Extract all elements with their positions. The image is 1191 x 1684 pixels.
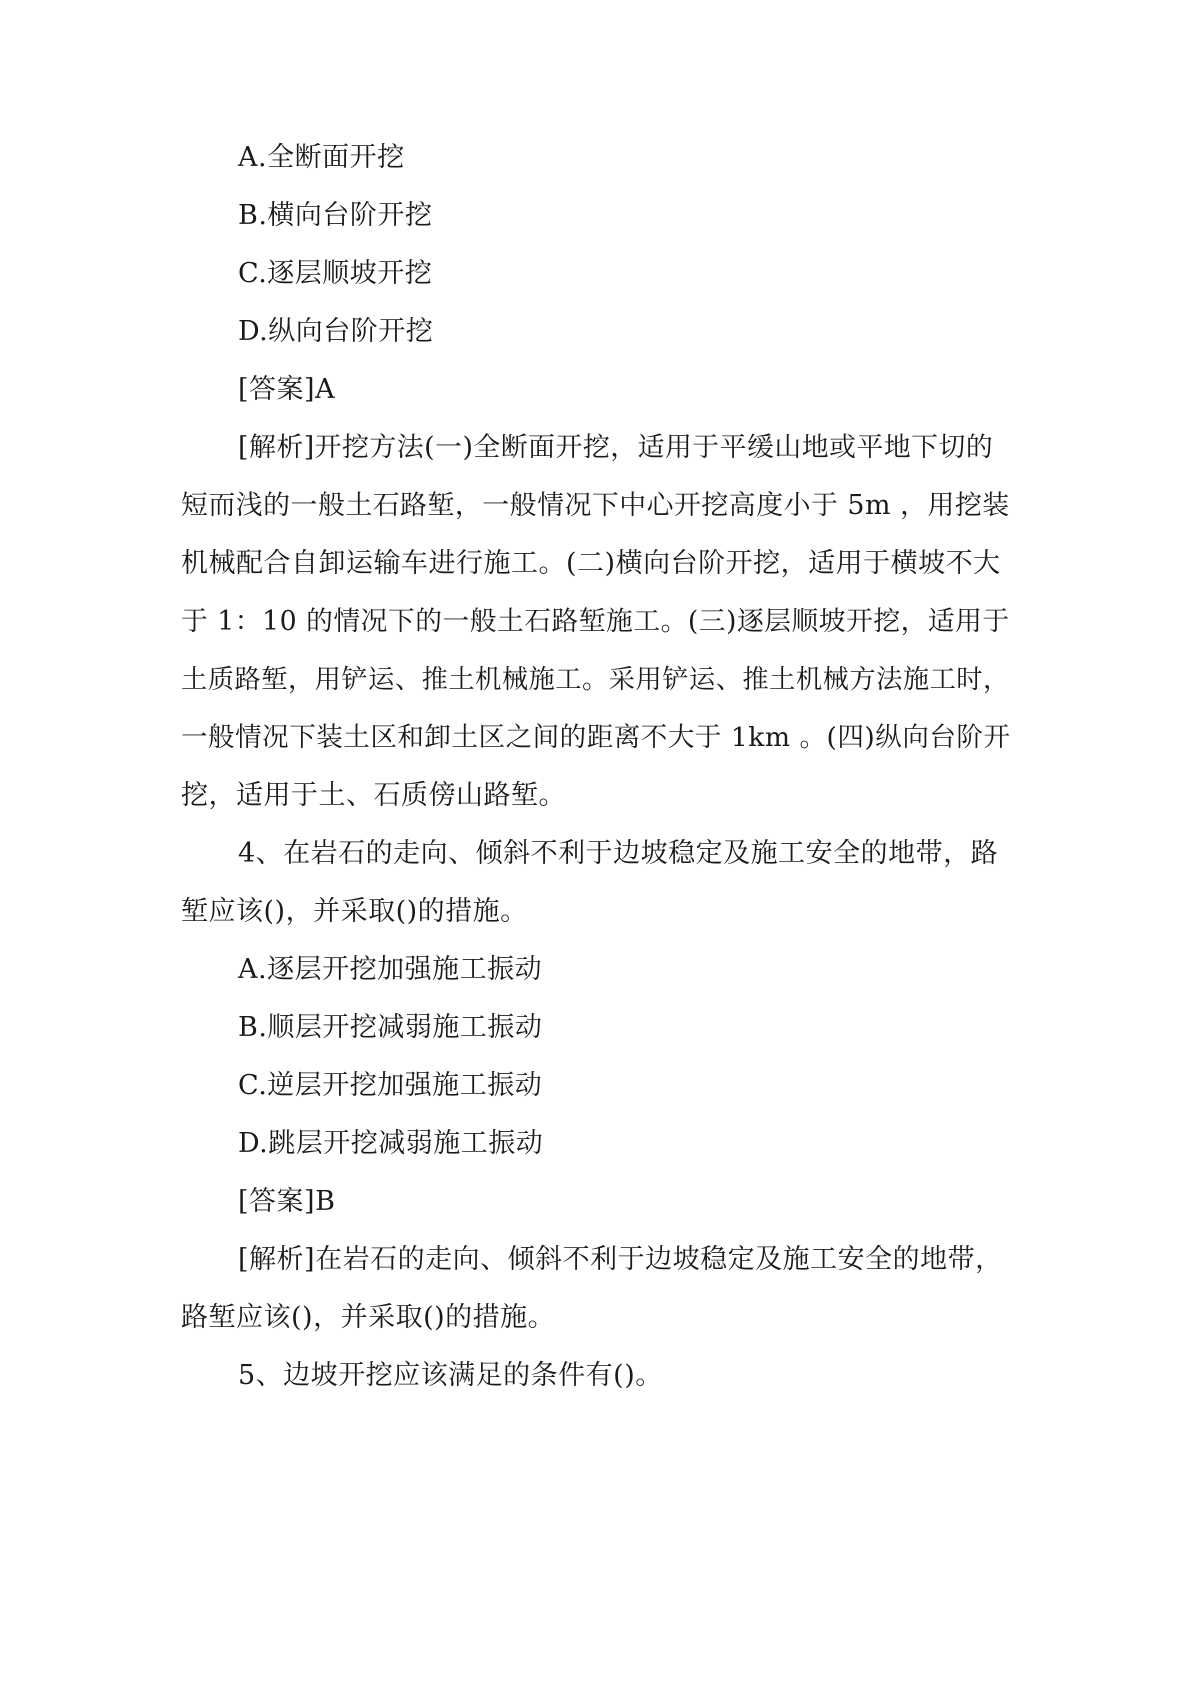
q3-option-c: C.逐层顺坡开挖 bbox=[238, 258, 433, 289]
q4-option-d: D.跳层开挖减弱施工振动 bbox=[238, 1128, 544, 1159]
q3-analysis-line-4: 于 1：10 的情况下的一般土石路堑施工。(三)逐层顺坡开挖，适用于 bbox=[181, 606, 1010, 637]
q4-analysis-line-1: [解析]在岩石的走向、倾斜不利于边坡稳定及施工安全的地带， bbox=[238, 1244, 1003, 1275]
q3-answer: [答案]A bbox=[238, 374, 336, 405]
q3-option-d: D.纵向台阶开挖 bbox=[238, 316, 434, 347]
q4-question-line-1: 4、在岩石的走向、倾斜不利于边坡稳定及施工安全的地带，路 bbox=[238, 838, 999, 869]
q3-analysis-line-1: [解析]开挖方法(一)全断面开挖，适用于平缓山地或平地下切的 bbox=[238, 432, 994, 463]
q3-analysis-line-3: 机械配合自卸运输车进行施工。(二)横向台阶开挖，适用于横坡不大 bbox=[181, 548, 1001, 579]
q3-analysis-line-6: 一般情况下装土区和卸土区之间的距离不大于 1km 。(四)纵向台阶开 bbox=[181, 722, 1011, 753]
q3-option-a: A.全断面开挖 bbox=[238, 142, 405, 173]
q4-question-line-2: 堑应该()，并采取()的措施。 bbox=[181, 896, 528, 927]
q4-option-b: B.顺层开挖减弱施工振动 bbox=[238, 1012, 543, 1043]
q5-question: 5、边坡开挖应该满足的条件有()。 bbox=[238, 1360, 663, 1391]
q4-analysis-line-2: 路堑应该()，并采取()的措施。 bbox=[181, 1302, 556, 1333]
q3-analysis-line-2: 短而浅的一般土石路堑，一般情况下中心开挖高度小于 5m ，用挖装 bbox=[181, 490, 1010, 521]
q3-analysis-line-7: 挖，适用于土、石质傍山路堑。 bbox=[181, 780, 566, 811]
q4-option-c: C.逆层开挖加强施工振动 bbox=[238, 1070, 543, 1101]
q3-analysis-line-5: 土质路堑，用铲运、推土机械施工。采用铲运、推土机械方法施工时， bbox=[181, 665, 1010, 695]
q4-answer: [答案]B bbox=[238, 1186, 336, 1217]
q3-option-b: B.横向台阶开挖 bbox=[238, 200, 433, 231]
q4-option-a: A.逐层开挖加强施工振动 bbox=[238, 954, 543, 985]
